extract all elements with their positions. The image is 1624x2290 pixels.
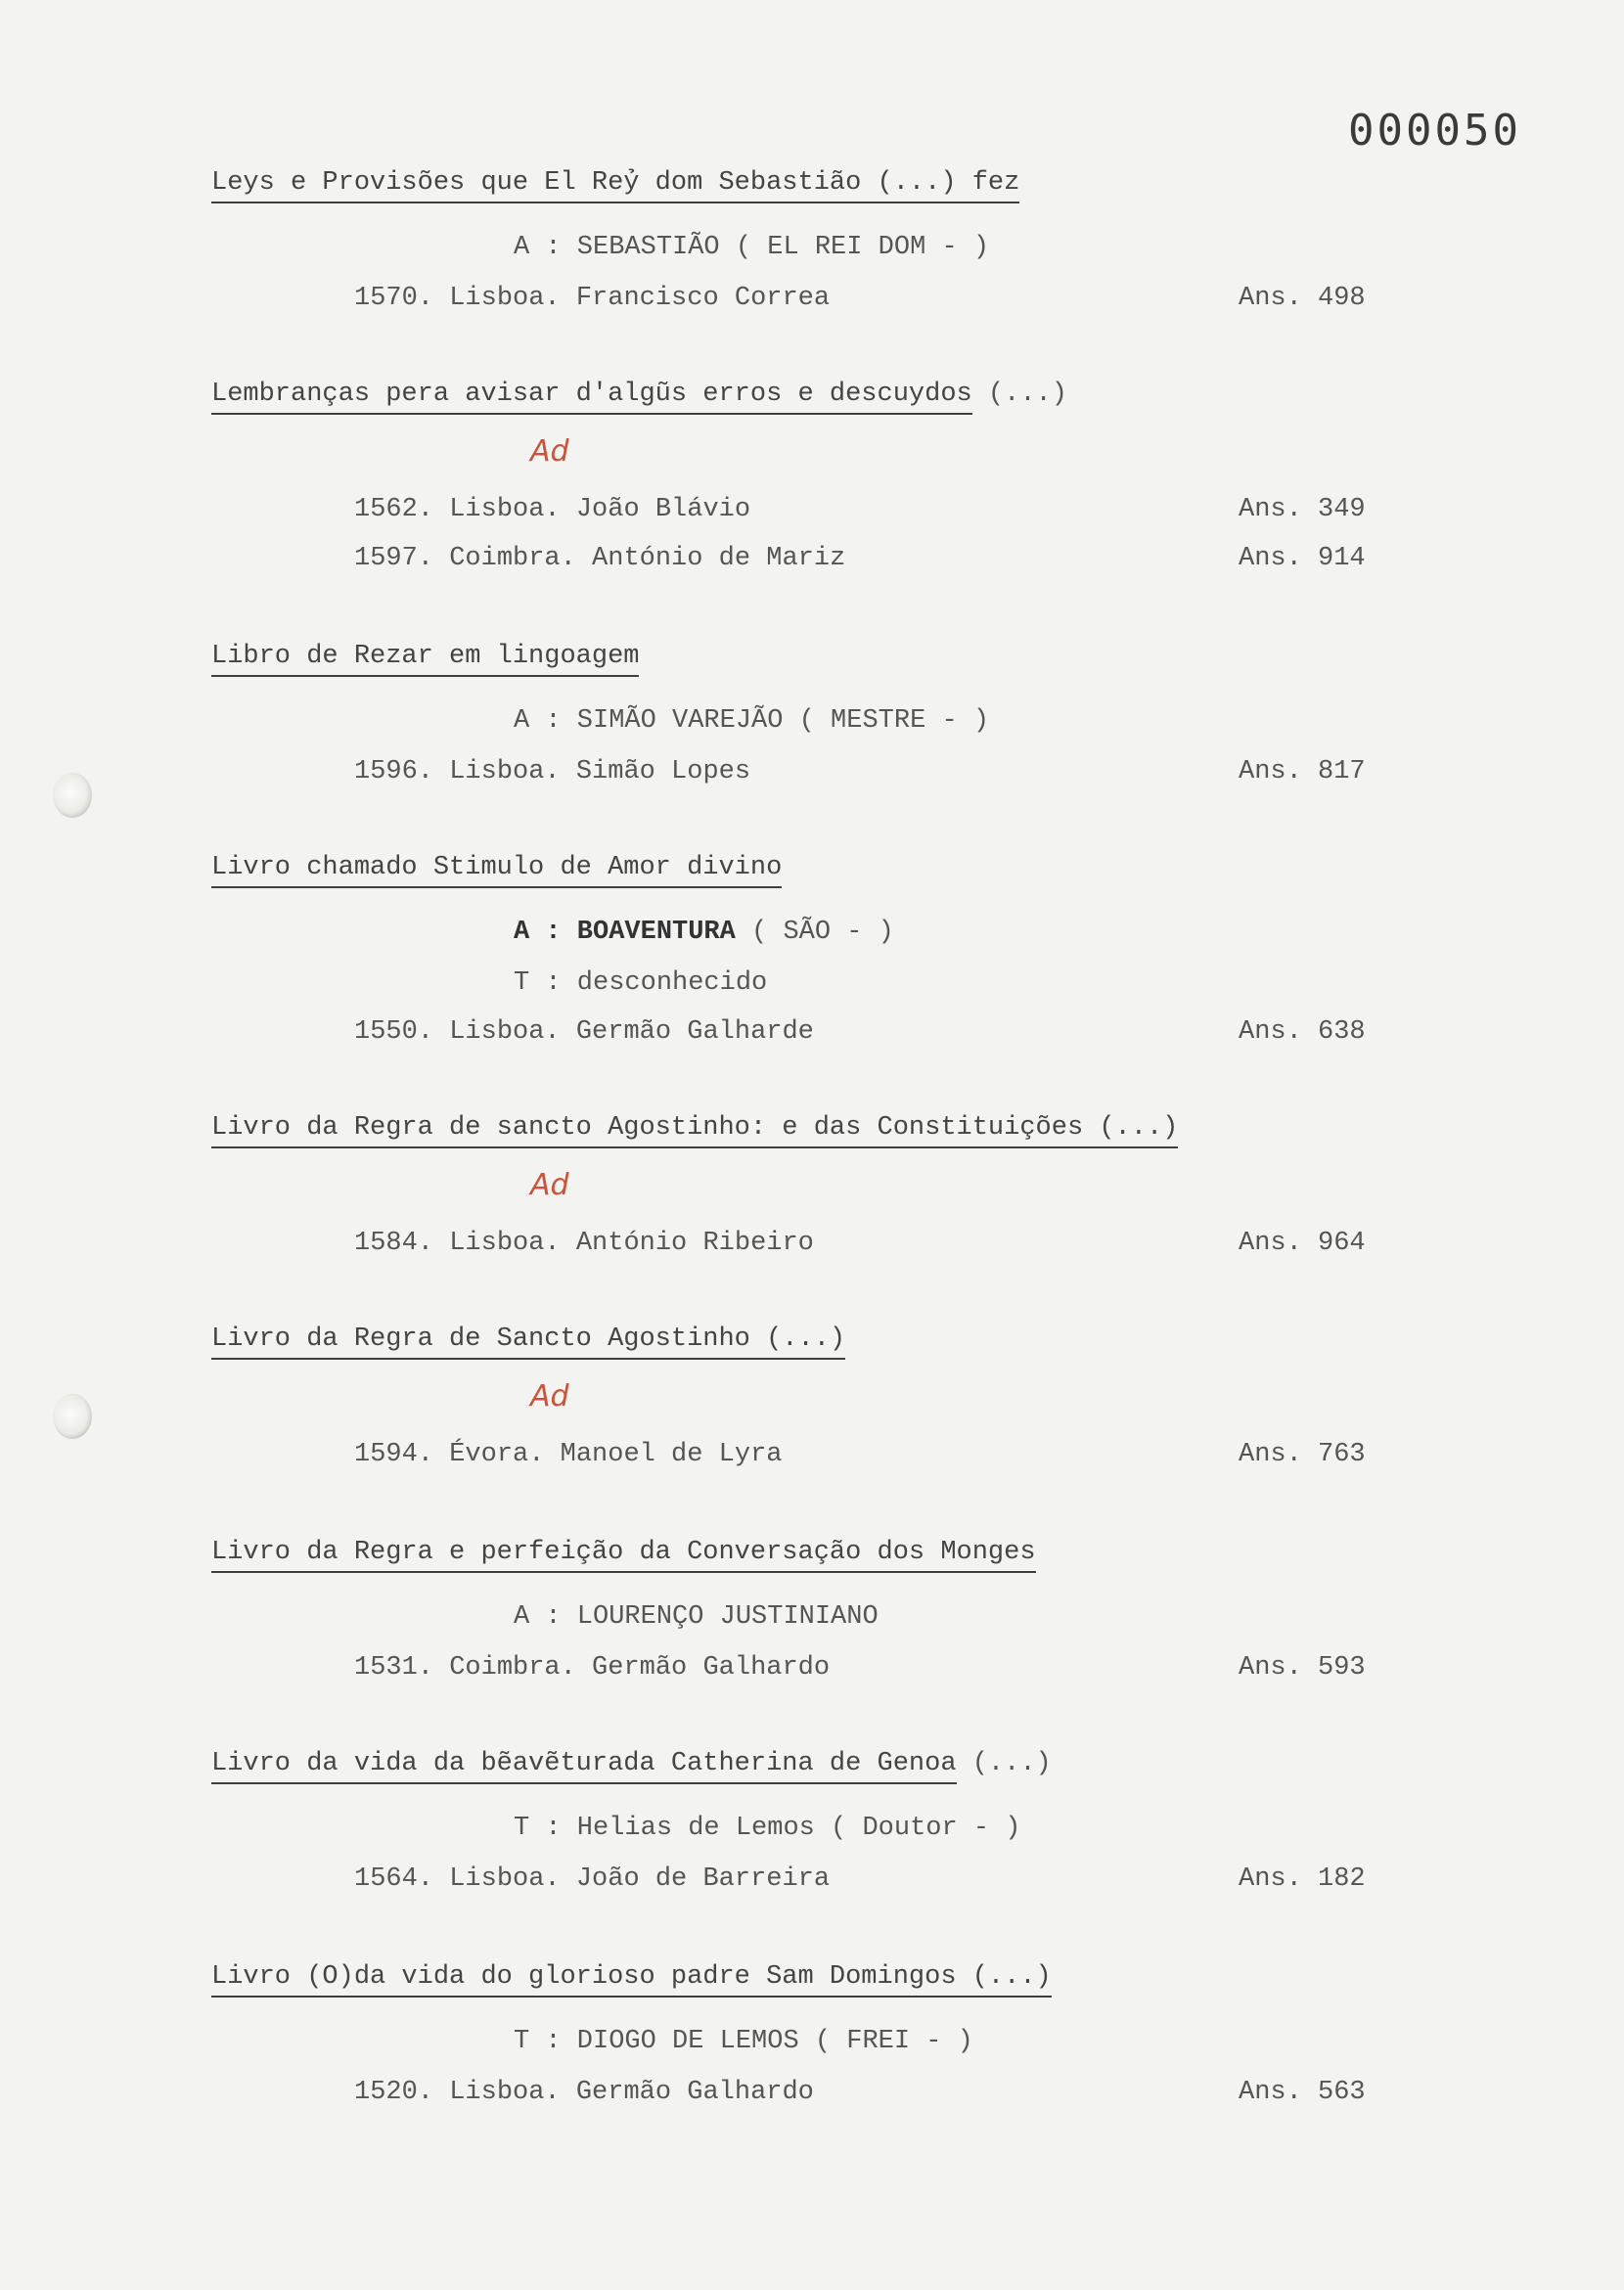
imprint-line: 1520. Lisboa. Germão Galhardo (354, 2078, 814, 2107)
imprint-line: 1550. Lisboa. Germão Galharde (354, 1017, 814, 1047)
imprint-line: 1597. Coimbra. António de Mariz (354, 544, 846, 573)
author-line: A : LOURENÇO JUSTINIANO (514, 1602, 879, 1632)
shelfmark: Ans. 914 (1239, 544, 1366, 573)
author-line: A : SEBASTIÃO ( EL REI DOM - ) (514, 233, 990, 262)
entry-title: Livro da vida da bẽavẽturada Catherina de Genoa (...) (211, 1749, 1052, 1778)
punch-hole-icon (53, 1394, 92, 1439)
imprint-line: 1596. Lisboa. Simão Lopes (354, 757, 751, 786)
shelfmark: Ans. 593 (1239, 1653, 1366, 1683)
entry-title: Livro chamado Stimulo de Amor divino (211, 853, 782, 882)
page-number: 000050 (1348, 106, 1521, 156)
entry-title: Livro (O)da vida do glorioso padre Sam Domingos (...) (211, 1962, 1052, 1992)
author-line: A : SIMÃO VAREJÃO ( MESTRE - ) (514, 706, 990, 736)
shelfmark: Ans. 182 (1239, 1864, 1366, 1894)
handwritten-annotation: Ad (530, 434, 569, 469)
imprint-line: 1562. Lisboa. João Blávio (354, 495, 751, 524)
imprint-line: 1594. Évora. Manoel de Lyra (354, 1440, 783, 1469)
shelfmark: Ans. 638 (1239, 1017, 1366, 1047)
shelfmark: Ans. 763 (1239, 1440, 1366, 1469)
handwritten-annotation: Ad (530, 1168, 569, 1202)
punch-hole-icon (53, 773, 92, 818)
translator-line: T : DIOGO DE LEMOS ( FREI - ) (514, 2027, 973, 2056)
shelfmark: Ans. 817 (1239, 757, 1366, 786)
author-line: A : BOAVENTURA ( SÃO - ) (514, 918, 894, 947)
entry-title: Livro da Regra e perfeição da Conversação dos Monges (211, 1538, 1036, 1567)
shelfmark: Ans. 964 (1239, 1229, 1366, 1258)
translator-line: T : Helias de Lemos ( Doutor - ) (514, 1814, 1021, 1843)
translator-line: T : desconhecido (514, 968, 768, 998)
entry-title: Libro de Rezar em lingoagem (211, 642, 639, 671)
entry-title: Leys e Provisões que El Reỷ dom Sebastião (...) fez (211, 168, 1019, 198)
imprint-line: 1570. Lisboa. Francisco Correa (354, 284, 831, 313)
entry-title: Livro da Regra de sancto Agostinho: e das Constituições (...) (211, 1113, 1178, 1143)
imprint-line: 1531. Coimbra. Germão Galhardo (354, 1653, 831, 1683)
shelfmark: Ans. 498 (1239, 284, 1366, 313)
handwritten-annotation: Ad (530, 1379, 569, 1414)
imprint-line: 1584. Lisboa. António Ribeiro (354, 1229, 814, 1258)
imprint-line: 1564. Lisboa. João de Barreira (354, 1864, 831, 1894)
entry-title: Lembranças pera avisar d'algũs erros e descuydos (...) (211, 380, 1067, 409)
shelfmark: Ans. 349 (1239, 495, 1366, 524)
entry-title: Livro da Regra de Sancto Agostinho (...) (211, 1325, 845, 1354)
shelfmark: Ans. 563 (1239, 2078, 1366, 2107)
